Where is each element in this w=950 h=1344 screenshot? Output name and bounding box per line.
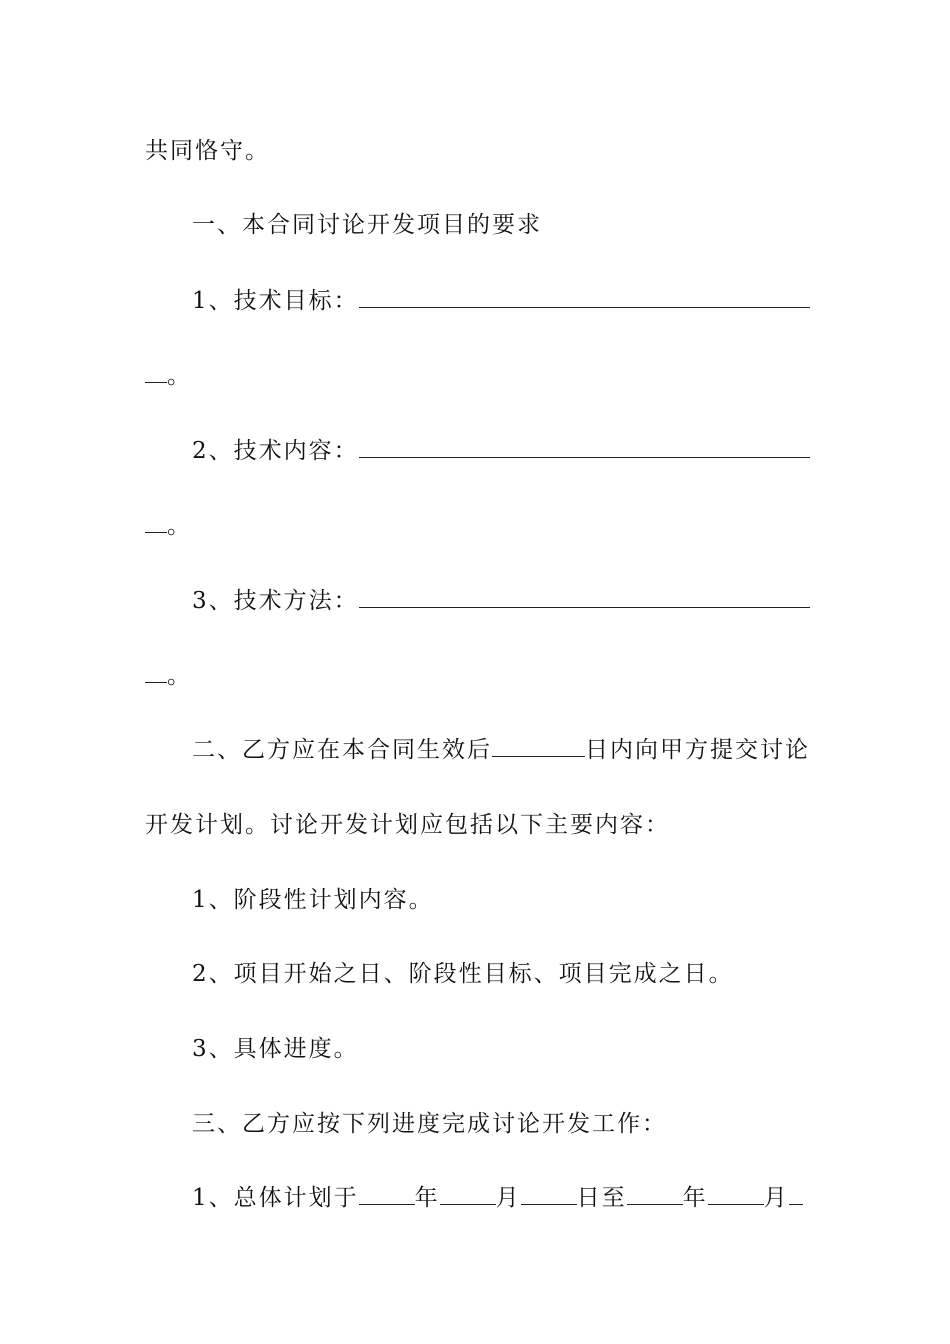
fill-in-blank	[492, 736, 585, 757]
fill-in-blank	[145, 662, 167, 683]
year-label: 年	[682, 1185, 708, 1211]
fill-in-blank	[627, 1184, 683, 1205]
requirement-item-3	[192, 584, 810, 618]
section-heading-1	[192, 208, 810, 242]
fill-in-blank	[521, 1184, 577, 1205]
requirement-item-3-end	[145, 659, 810, 693]
section-2-continuation	[145, 808, 810, 842]
fill-in-blank	[145, 362, 167, 383]
section-2-line	[192, 733, 810, 767]
item-label: 1、技术目标：	[192, 288, 359, 314]
item-label: 3、技术方法：	[192, 588, 359, 614]
schedule-label: 1、总体计划于	[192, 1185, 359, 1211]
fill-in-blank	[145, 512, 167, 533]
list-item-text: 1、阶段性计划内容。	[192, 887, 434, 913]
period-mark: 。	[167, 363, 192, 389]
plan-item-2	[192, 957, 810, 991]
fill-in-blank	[359, 287, 810, 308]
requirement-item-1	[192, 284, 810, 318]
month-label: 月	[495, 1185, 521, 1211]
plan-item-1	[192, 883, 810, 917]
requirement-item-2	[192, 434, 810, 468]
plan-item-3	[192, 1032, 810, 1066]
section-heading-3	[192, 1107, 810, 1141]
fill-in-blank	[359, 1184, 415, 1205]
heading-text: 三、乙方应按下列进度完成讨论开发工作：	[192, 1111, 667, 1137]
fill-in-blank	[440, 1184, 496, 1205]
paragraph-continuation: 共同恪守。	[145, 138, 270, 164]
schedule-line	[192, 1181, 810, 1215]
period-mark: 。	[167, 663, 192, 689]
year-label: 年	[414, 1185, 440, 1211]
month-label: 月	[763, 1185, 789, 1211]
fill-in-blank	[359, 437, 810, 458]
list-item-text: 2、项目开始之日、阶段性目标、项目完成之日。	[192, 961, 734, 987]
requirement-item-2-end	[145, 509, 810, 543]
section-text: 二、乙方应在本合同生效后	[192, 737, 492, 763]
list-item-text: 3、具体进度。	[192, 1036, 359, 1062]
fill-in-blank	[359, 587, 810, 608]
item-label: 2、技术内容：	[192, 438, 359, 464]
section-text: 日内向甲方提交讨论	[585, 737, 810, 763]
fill-in-blank	[708, 1184, 764, 1205]
text-line	[145, 134, 810, 168]
period-mark: 。	[167, 513, 192, 539]
fill-in-blank	[789, 1184, 803, 1205]
heading-text: 一、本合同讨论开发项目的要求	[192, 212, 542, 238]
section-text: 开发计划。讨论开发计划应包括以下主要内容：	[145, 812, 670, 838]
day-label: 日至	[576, 1185, 627, 1211]
requirement-item-1-end	[145, 359, 810, 393]
